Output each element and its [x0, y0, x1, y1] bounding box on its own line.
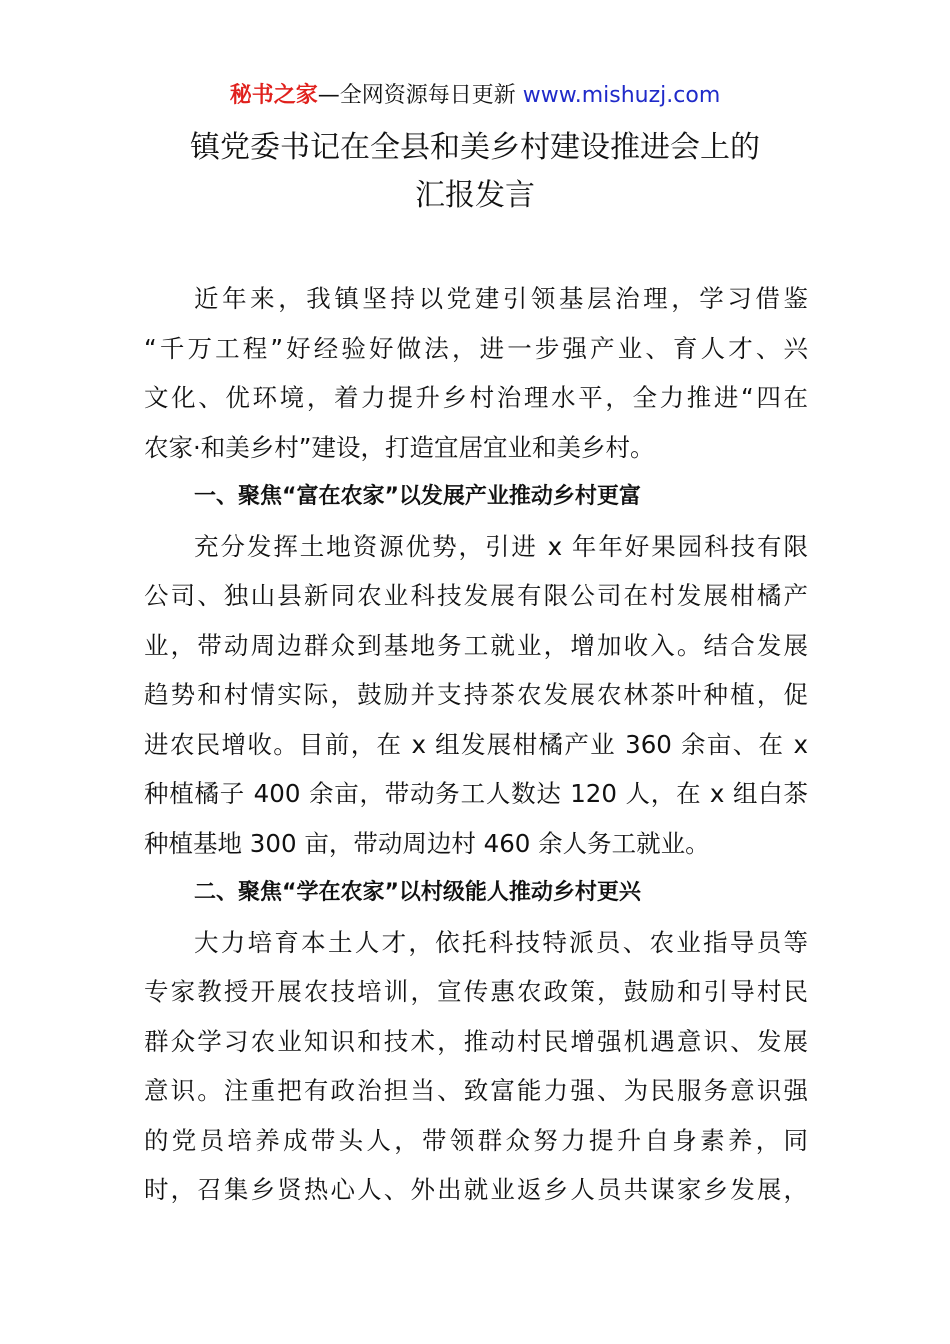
paragraph-line: 业，带动周边群众到基地务工就业，增加收入。结合发展 — [144, 630, 808, 660]
paragraph-line: 近年来，我镇坚持以党建引领基层治理，学习借鉴 — [194, 284, 808, 313]
paragraph-line: “千万工程”好经验好做法，进一步强产业、育人才、兴 — [144, 333, 808, 363]
paragraph-line: 进农民增收。目前，在 x 组发展柑橘产业 360 余亩、在 x — [144, 729, 808, 759]
paragraph-line: 种植橘子 400 余亩，带动务工人数达 120 人，在 x 组白茶 — [144, 779, 808, 808]
paragraph-line: 大力培育本土人才，依托科技特派员、农业指导员等 — [194, 927, 808, 957]
section-heading: 二、聚焦“学在农家”以村级能人推动乡村更兴 — [194, 880, 641, 905]
section-heading: 一、聚焦“富在农家”以发展产业推动乡村更富 — [194, 484, 641, 509]
paragraph-line: 的党员培养成带头人，带领群众努力提升自身素养，同 — [144, 1125, 808, 1155]
document-title-line-1: 镇党委书记在全县和美乡村建设推进会上的 — [190, 130, 760, 165]
paragraph-line: 意识。注重把有政治担当、致富能力强、为民服务意识强 — [144, 1076, 808, 1105]
paragraph-line: 时，召集乡贤热心人、外出就业返乡人员共谋家乡发展， — [144, 1175, 808, 1204]
paragraph-line: 种植基地 300 亩，带动周边村 460 余人务工就业。 — [144, 828, 710, 858]
paragraph-line: 农家·和美乡村”建设，打造宜居宜业和美乡村。 — [144, 432, 655, 462]
banner-brand: 秘书之家 — [229, 83, 318, 108]
site-banner — [0, 80, 950, 112]
banner-tagline: —全网资源每日更新 — [317, 83, 523, 108]
paragraph-line: 充分发挥土地资源优势，引进 x 年年好果园科技有限 — [194, 531, 808, 561]
document-body — [144, 274, 808, 1215]
paragraph-line: 公司、独山县新同农业科技发展有限公司在村发展柑橘产 — [144, 581, 808, 610]
paragraph-line: 群众学习农业知识和技术，推动村民增强机遇意识、发展 — [144, 1026, 808, 1056]
banner-url-link[interactable]: www.mishuzj.com — [522, 83, 721, 108]
paragraph-line: 文化、优环境，着力提升乡村治理水平，全力推进“四在 — [144, 383, 808, 412]
paragraph-line: 趋势和村情实际，鼓励并支持茶农发展农林茶叶种植，促 — [144, 680, 808, 709]
paragraph-line: 专家教授开展农技培训，宣传惠农政策，鼓励和引导村民 — [144, 977, 808, 1006]
document-title-line-2: 汇报发言 — [415, 178, 535, 213]
